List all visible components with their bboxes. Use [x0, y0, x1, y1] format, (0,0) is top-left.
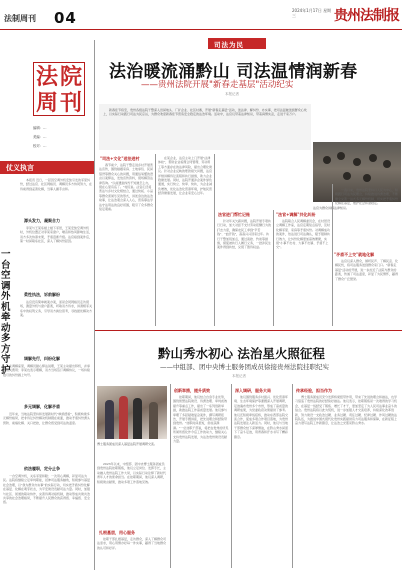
sidebar-subhead: 源头发力，凝聚合力: [24, 218, 60, 223]
sidebar-headline: 一台空调外机 牵动多方守护: [1, 249, 11, 376]
sidebar-body-text: 近年来，当地法院坚持和发展新时代"枫桥经验"，积极构建多元解纷格局，把非诉讼纠纷解决机制挺在前面，推动矛盾纠纷源头预防、前端化解、关口把控，让群众感受到司法的温度。: [3, 412, 91, 425]
second-body-column: 挂职干部扎根基层，走访群众，深入了解群众司法需求，用心用情办好每一件实事，赢得了当地群众的认可和好评。: [97, 537, 167, 550]
lead-subhead: 法官进门帮忙记账: [218, 212, 250, 217]
newspaper-logo: 贵州法制报: [334, 8, 399, 24]
second-subhead: 深入调研，服务大局: [235, 388, 271, 393]
column-divider: [170, 384, 171, 568]
sidebar-body-text: 在调解室里，调解员耐心释法说理，王某主动提出移机，并承担相关费用；李某也表示理解，双方当场签订调解协议，一场持续数月的纠纷画上句号。: [3, 364, 91, 377]
photo-caption: 法官为群众讲解法律知识。: [313, 206, 350, 210]
date-line: 2024年1月17日 星期三: [292, 8, 332, 18]
lead-subhead: "司法+文化"送法进村: [100, 156, 140, 161]
lead-body-column: 法院联合人民调解委员会，在村居设立调解工作室，法官定期驻点指导，及时化解邻里、家庭等矛盾纠纷。对调解成功的案件，依法进行司法确认，赋予强制执行效力，让纠纷化解更加高效便捷，实现"小事不出村、大事不出镇、矛盾不上交"。: [276, 219, 330, 250]
column-divider: [332, 184, 333, 326]
column-divider: [273, 210, 274, 326]
second-body-column: 博士服务团成员充分发挥桥梁纽带作用，带来了先进的理念和做法，也学习借鉴了贵州法院的好经验好做法。他们表示，挂职锻炼是一次难得的学习机会，在基层一线经受了锻炼、增长了才干，更加坚定了为人民司法事业奋斗的信念。贵州法院将以此为契机，进一步加强人才交流培养，持续深化改革创新，努力建设一支政治过硬、业务过硬、责任过硬、纪律过硬、作风过硬的法院队伍，为推进中国式现代化贵州实践提供有力司法服务和保障，在新征程上奋力谱写法院工作新篇章，让法治之光照亮黔山秀水。: [295, 395, 398, 426]
lead-body-column: 春节前夕，法院干警走进乡村开展普法宣传，围绕婚姻家庭、土地承包、民间借贷等群众关心的问题，用通俗易懂的语言以案释法，发放宣传资料，现场解答法律咨询。"以前遇到纠纷不知道怎么办，现在心里有底了。"村民说。法官们还将普法与乡村文化相结合，通过快板、小品等群众喜闻乐见的形式，讲述身边的法治故事，让法治观念深入人心，营造尊法学法守法用法的良好氛围，吸引了众多群众驻足观看。: [99, 163, 153, 212]
lead-subhead: "矛盾不上交"就地化解: [334, 252, 375, 257]
masthead: [0, 0, 402, 30]
column-label-band: [0, 161, 94, 174]
kicker-text: 司法为民: [214, 40, 244, 49]
column-divider: [214, 154, 215, 326]
second-body-column: 挂职期间，他们结合自身专业优势，围绕智慧法院建设、诉源治理、审判质效提升等重点工作，提出了一系列创新举措，助推法院工作高质量发展。他们参与审理了多起疑难复杂案件，撰写调研报告，开展专题讲座，把先进理念和经验带到贵州。"挂职时间虽短，但收获满满。"一位挂职干部说，将把在贵州的所见所闻所感化作今后工作的动力，继续关心支持贵州法院发展，为法治贵州建设贡献力量。: [173, 395, 229, 444]
editor-credits: [33, 124, 93, 151]
credit-line: 校对：…: [33, 144, 47, 148]
lead-body-column: 在某企业，法官主动上门开展"法律体检"，帮助企业梳理合同管理、劳动用工等方面存在的法律风险，提出合理化建议。针对企业反映的账款拖欠问题，法官详细讲解诉讼流程和执行措施，助力企业稳健发展。同时，法院开通涉企案件绿色通道，实行快立、快审、快执，为企业减负增效，优化法治化营商环境，护航民营经济健康发展，让企业家安心过年。: [158, 156, 212, 196]
sidebar-subhead: 调解先行，纠纷化解: [24, 356, 60, 361]
second-byline: 本报记者: [232, 374, 246, 378]
brand-char: 院: [60, 64, 83, 90]
column-divider: [155, 154, 156, 326]
column-divider: [292, 384, 293, 568]
sidebar-subhead: 柔性执法，诉前解纷: [24, 292, 60, 297]
section-label: 法制周刊: [4, 14, 36, 23]
news-photo-meeting: [97, 386, 167, 439]
second-subhead: 传承经验，担当作为: [296, 388, 332, 393]
sidebar-body-text: 一台空调外机，关系邻里和睦；一次用心调解，彰显司法为民。法院将继续立足审判职能，延伸司法服务触角，积极参与基层社会治理，以"我为群众办实事"的实际行动，切实把矛盾纠纷化解在基层、化解在萌芽状态，为平安建设贡献司法力量。同时，加强与社区、街道的联动协作，完善诉调对接机制，推动形成共建共治共享的社会治理格局，不断提升人民群众的获得感、幸福感、安全感。: [3, 474, 91, 505]
column-label: 仗义执言: [6, 164, 34, 172]
lead-subheadline: ——贵州法院开展"新春走基层"活动纪实: [141, 80, 294, 90]
lead-byline: 本报记者: [225, 92, 239, 96]
lead-subhead: "法官+调解"共化纠纷: [276, 212, 316, 217]
credit-line: 编辑：…: [33, 126, 47, 130]
sidebar-body-text: 法官没有简单就案办案，而是会同网格员走访现场，测量外机与窗户距离，听取双方诉求，讲清相邻关系中的权利义务，引导双方换位思考，寻找最优解决方案。: [20, 300, 92, 318]
brand-char: 周: [36, 90, 59, 116]
sidebar-body-text: 李某与王某系楼上楼下邻居，王某安装空调外机时，外机位置正对李某家窗户，噪音和热风影响生活，双方多次协商未果，矛盾逐渐升级。法官接到案件后，第一时间联系社区，深入了解纠纷起因。: [20, 226, 92, 244]
photo-caption: 博士服务团成员深入基层法院开展调研交流。: [97, 442, 158, 446]
sidebar-subhead: 依法履职，定分止争: [24, 466, 60, 471]
second-subhead: 扎根基层，用心服务: [99, 530, 135, 535]
second-headline: 黔山秀水初心 法治星火照征程: [158, 346, 325, 361]
sidebar-body-text: 本报讯 近日，一起因空调外机安装引发的邻里纠纷，经过法官、社区网格员、调解员多方协同努力，在诉前得到妥善化解，当事人握手言和。: [20, 178, 92, 191]
brand-char: 法: [36, 64, 59, 90]
credit-line: 美编：…: [33, 135, 47, 139]
lead-intro-box: [99, 104, 311, 150]
second-body-column: 2023年以来，中组部、团中央博士服务团成员到贵州法院挂职锻炼，他们立足岗位、发挥专长，主动融入贵州法院工作大局，以实际行动诠释了新时代青年人才的使命担当。在挂职期间，他们深入调研，积极建言献策，推动多项工作落地见效。: [97, 462, 167, 484]
sidebar-subhead: 多元调解，化解矛盾: [24, 404, 60, 409]
sidebar: [0, 30, 94, 570]
brand-logo: [33, 62, 85, 116]
second-subhead: 创新举措，提升质效: [174, 388, 210, 393]
lead-headline: 法治暖流涌黔山 司法温情润新春: [109, 62, 358, 82]
page-number: 04: [54, 9, 77, 27]
lead-intro-text: 新春佳节将至，贵州各级法院干警深入田间地头、厂矿企业、社区村寨，开展"新春走基层"活动，送法律、解纠纷、办实事，把司法温暖送到群众心坎上，以实际行动践行司法为民宗旨，为群众欢度新春佳节营造安全稳定的法治环境。活动中，法官们带着法律知识，带着真情实意，走进千家万户。: [103, 108, 307, 117]
lead-body-column: 针对年关欠薪问题，法院开展专项执行行动，加大对拒不支付劳动报酬行为的打击力度，确保农民工拿到"辛苦钱"、"血汗钱"，高高兴兴回家过年。执行干警加班加点，通过查控、约谈等措施，督促被执行人履行义务，一批涉民生案件得到执结，兑现了胜诉权益。: [217, 219, 271, 250]
second-subheadline: ——中组部、团中央博士服务团成员徐接贵州法院挂职纪实: [160, 363, 329, 371]
column-divider: [231, 384, 232, 568]
lead-body-column: 法官们深入群众，倾听民声、了解民意、化解民忧，将司法服务送到群众家门口。"新春走基层"活动的开展，进一步拉近了法院与群众的距离，传递了司法温度，彰显了为民情怀，赢得了群众广泛赞誉。: [335, 259, 399, 281]
kicker-badge: [208, 38, 266, 49]
lead-body-column: 一直以来，贵州法院坚持以人民为中心，积极践行司法为民理念，持续推进诉源治理，不断健全完善一站式多元解纷机制，切实把矛盾纠纷化解在基层，维护社会和谐稳定。: [335, 188, 399, 206]
second-body-column: 他们围绕服务乡村振兴、优化营商环境、生态环境保护等课题深入开展调研，足迹遍布贵州多个市州，形成了高质量的调研成果，为党委政府决策提供了参考。他们还积极牵线搭桥，推动东西部法院交流合作，促成多项合作项目落地，为贵州法院发展注入新活力。同时，他们与当地干部群众结下深厚情谊，在黔山秀水间留下了奋斗足迹，用青春和汗水书写了精彩篇章。: [234, 395, 289, 439]
section-divider: [95, 330, 402, 331]
brand-char: 刊: [60, 90, 83, 116]
